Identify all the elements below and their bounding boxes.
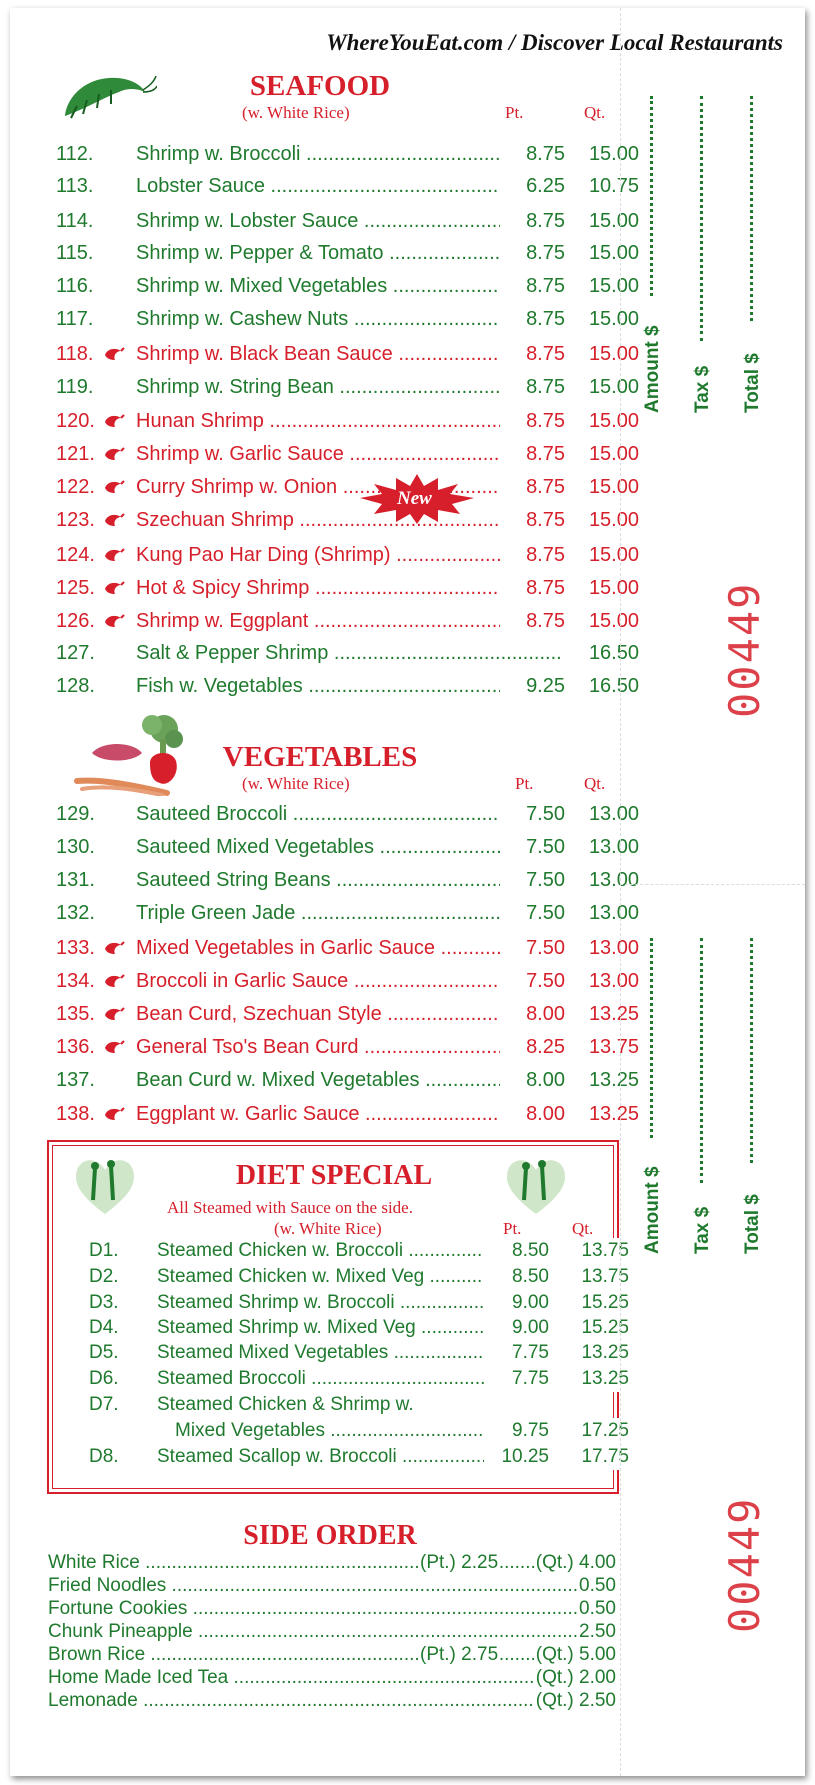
heart-icon — [73, 1156, 137, 1216]
hot-pepper-icon — [103, 1032, 125, 1071]
serial-number-top: 00449 — [720, 581, 769, 718]
item-number: 123. — [56, 509, 95, 531]
item-name: Mixed Vegetables ..... — [175, 1418, 527, 1444]
item-price-pint: 9.75 — [484, 1418, 549, 1444]
item-price-pint: 8.00 — [500, 1065, 565, 1095]
item-price-pint: 7.75 — [484, 1366, 549, 1392]
item-name: Fried Noodles ..... — [48, 1574, 608, 1597]
item-price-pint: 9.00 — [484, 1315, 549, 1341]
item-number: D6. — [89, 1368, 119, 1389]
item-name: Salt & Pepper Shrimp ..... — [136, 638, 590, 668]
item-name: Steamed Shrimp w. Mixed Veg ..... — [157, 1315, 527, 1341]
item-name: Steamed Chicken w. Mixed Veg ..... — [157, 1264, 527, 1290]
hot-pepper-icon — [103, 505, 125, 544]
item-price: (Qt.) 4.00 — [535, 1552, 616, 1573]
side-order-item — [48, 1689, 616, 1712]
vegetables-subtitle: (w. White Rice) — [242, 774, 350, 793]
item-price-pint: (Pt.) 2.75 — [420, 1644, 499, 1665]
item-price-pint: 9.25 — [500, 671, 565, 701]
item-price-quart: 15.25 — [549, 1315, 629, 1341]
item-price-quart: 16.50 — [565, 671, 639, 701]
item-number: 120. — [56, 410, 95, 432]
item-name: Lemonade ..... — [48, 1689, 608, 1712]
item-price-pint: 7.50 — [500, 865, 565, 895]
item-name: Shrimp w. Broccoli ..... — [136, 139, 521, 169]
item-name: Sauteed String Beans ..... — [136, 865, 521, 895]
item-price-pint: 8.75 — [500, 472, 565, 502]
item-price-pint: 7.50 — [500, 799, 565, 829]
item-price-quart: 13.25 — [565, 1065, 639, 1095]
item-price-pint: 8.50 — [484, 1264, 549, 1290]
item-name: Home Made Iced Tea ..... — [48, 1666, 608, 1689]
item-number: 134. — [56, 970, 95, 992]
item-name: Shrimp w. Mixed Vegetables ..... — [136, 271, 521, 301]
item-name: General Tso's Bean Curd ..... — [136, 1032, 521, 1062]
item-name: White Rice ..... — [48, 1551, 608, 1574]
item-name: Fortune Cookies ..... — [48, 1597, 608, 1620]
item-price-quart: 13.00 — [565, 933, 639, 963]
tax-label-bottom: Tax $ — [692, 1206, 713, 1254]
item-price-pint: 8.75 — [500, 304, 565, 334]
item-number: 121. — [56, 443, 95, 465]
item-name: Steamed Scallop w. Broccoli ..... — [157, 1444, 527, 1470]
vegetables-qt-header: Qt. — [584, 774, 606, 793]
item-price: (Qt.) 5.00 — [535, 1644, 616, 1665]
item-number: D1. — [89, 1240, 119, 1261]
amount-dots-top — [650, 96, 653, 296]
diet-subtitle: (w. White Rice) — [274, 1219, 382, 1238]
item-price-quart: 13.25 — [549, 1366, 629, 1392]
item-price-quart: 15.00 — [565, 304, 639, 334]
amount-dots-bottom — [650, 938, 653, 1138]
item-name: Triple Green Jade ..... — [136, 898, 521, 928]
item-number: 124. — [56, 544, 95, 566]
item-price: 2.50 — [579, 1621, 616, 1642]
item-name: Steamed Broccoli ..... — [157, 1366, 527, 1392]
hot-pepper-icon — [103, 1099, 125, 1138]
item-name: Steamed Mixed Vegetables ..... — [157, 1340, 527, 1366]
item-price-quart: 15.00 — [565, 540, 639, 570]
item-name: Szechuan Shrimp ..... — [136, 505, 521, 535]
item-number: D7. — [89, 1394, 119, 1415]
item-price-pint: 8.75 — [500, 505, 565, 535]
item-price-quart: 15.00 — [565, 271, 639, 301]
item-price-pint: 8.00 — [500, 999, 565, 1029]
item-price-pint: 7.75 — [484, 1340, 549, 1366]
item-name: Shrimp w. Pepper & Tomato ..... — [136, 238, 521, 268]
item-price-pint: 8.75 — [500, 206, 565, 236]
item-price-pint: 8.75 — [500, 139, 565, 169]
item-price-quart: 10.75 — [565, 171, 639, 201]
seafood-subtitle: (w. White Rice) — [242, 103, 350, 122]
item-number: 135. — [56, 1003, 95, 1025]
side-order-item — [48, 1643, 616, 1666]
item-name: Hot & Spicy Shrimp ..... — [136, 573, 521, 603]
diet-special-box — [47, 1140, 629, 1494]
item-price-pint: 6.25 — [500, 171, 565, 201]
item-price-quart: 15.00 — [565, 573, 639, 603]
total-label-top: Total $ — [742, 353, 763, 413]
side-order-item — [48, 1574, 616, 1597]
item-price-quart: 13.25 — [565, 1099, 639, 1129]
seafood-title: SEAFOOD — [249, 70, 391, 102]
item-number: 127. — [56, 642, 95, 664]
item-price-pint: 8.75 — [500, 238, 565, 268]
item-price-pint: 7.50 — [500, 898, 565, 928]
item-price-quart: 15.00 — [565, 139, 639, 169]
diet-note: All Steamed with Sauce on the side. — [167, 1198, 413, 1217]
item-price-pint: 8.75 — [500, 606, 565, 636]
item-name: Hunan Shrimp ..... — [136, 406, 521, 436]
item-price-quart: 15.00 — [565, 505, 639, 535]
item-price-pint: 8.25 — [500, 1032, 565, 1062]
total-label-bottom: Total $ — [742, 1194, 763, 1254]
new-badge-label: New — [397, 488, 432, 509]
item-price-quart: 13.00 — [565, 799, 639, 829]
item-price-quart: 13.00 — [565, 966, 639, 996]
item-price-quart: 15.00 — [565, 406, 639, 436]
item-price-pint: 8.50 — [484, 1238, 549, 1264]
item-number: 117. — [56, 308, 94, 330]
item-number: 118. — [56, 343, 94, 365]
item-number: 114. — [56, 210, 94, 232]
item-price-pint: 8.75 — [500, 540, 565, 570]
diet-pt-header: Pt. — [503, 1219, 522, 1238]
item-number: D5. — [89, 1342, 119, 1363]
item-name: Steamed Chicken & Shrimp w. — [157, 1394, 414, 1415]
tax-dots-bottom — [700, 938, 703, 1183]
total-dots-bottom — [750, 938, 753, 1163]
side-order-item — [48, 1551, 616, 1574]
item-number: 115. — [56, 242, 94, 264]
item-number: 119. — [56, 376, 94, 398]
item-price-quart: 15.00 — [565, 238, 639, 268]
item-name: Sauteed Broccoli ..... — [136, 799, 521, 829]
item-number: 131. — [56, 869, 95, 891]
item-price: (Qt.) 2.00 — [535, 1667, 616, 1688]
item-number: 129. — [56, 803, 95, 825]
item-number: 116. — [56, 275, 94, 297]
item-price-quart: 15.00 — [565, 439, 639, 469]
vegetables-title: VEGETABLES — [222, 741, 418, 773]
item-name: Kung Pao Har Ding (Shrimp) ..... — [136, 540, 521, 570]
seafood-qt-header: Qt. — [584, 103, 606, 122]
item-number: D8. — [89, 1446, 119, 1467]
item-number: 122. — [56, 476, 95, 498]
side-order-title: SIDE ORDER — [243, 1520, 417, 1551]
item-number: 130. — [56, 836, 95, 858]
item-name: Shrimp w. Cashew Nuts ..... — [136, 304, 521, 334]
item-price-quart: 13.25 — [549, 1340, 629, 1366]
item-name: Broccoli in Garlic Sauce ..... — [136, 966, 521, 996]
item-name: Bean Curd w. Mixed Vegetables ..... — [136, 1065, 521, 1095]
item-price-pint: 8.75 — [500, 372, 565, 402]
item-number: 136. — [56, 1036, 95, 1058]
perforation-line — [620, 8, 621, 1776]
new-badge — [360, 474, 475, 524]
item-price-quart: 15.00 — [565, 472, 639, 502]
heart-icon — [504, 1156, 568, 1216]
item-price-pint: 7.50 — [500, 966, 565, 996]
item-price-quart: 17.75 — [549, 1444, 629, 1470]
hot-pepper-icon — [103, 339, 125, 378]
vegetables-icon — [72, 711, 192, 796]
item-number: 138. — [56, 1103, 95, 1125]
item-name: Shrimp w. Black Bean Sauce ..... — [136, 339, 521, 369]
item-name: Eggplant w. Garlic Sauce ..... — [136, 1099, 521, 1129]
item-name: Steamed Chicken w. Broccoli ..... — [157, 1238, 527, 1264]
diet-qt-header: Qt. — [572, 1219, 594, 1238]
item-price-quart: 13.00 — [565, 865, 639, 895]
serial-number-bottom: 00449 — [720, 1496, 769, 1633]
item-number: 125. — [56, 577, 95, 599]
item-number: 128. — [56, 675, 95, 697]
item-price-pint: 10.25 — [484, 1444, 549, 1470]
item-price-quart: 16.50 — [560, 638, 639, 668]
total-dots-top — [750, 96, 753, 321]
item-price: 0.50 — [579, 1598, 616, 1619]
item-number: 126. — [56, 610, 95, 632]
item-price-pint: 8.75 — [500, 271, 565, 301]
item-price-pint: 7.50 — [500, 832, 565, 862]
item-number: 113. — [56, 175, 94, 197]
vegetables-pt-header: Pt. — [515, 774, 534, 793]
item-name: Shrimp w. String Bean ..... — [136, 372, 521, 402]
item-number: 133. — [56, 937, 95, 959]
tax-dots-top — [700, 96, 703, 341]
item-price: 0.50 — [579, 1575, 616, 1596]
hot-pepper-icon — [103, 606, 125, 645]
item-number: 132. — [56, 902, 95, 924]
amount-label-top: Amount $ — [642, 325, 663, 413]
item-name: Chunk Pineapple ..... — [48, 1620, 608, 1643]
item-price-pint: 8.00 — [500, 1099, 565, 1129]
item-name: Brown Rice ..... — [48, 1643, 608, 1666]
item-price-pint: 9.00 — [484, 1290, 549, 1316]
side-order-item — [48, 1620, 616, 1643]
item-price-quart: 15.00 — [565, 206, 639, 236]
item-number: D3. — [89, 1292, 119, 1313]
item-price-pint: 8.75 — [500, 339, 565, 369]
item-name: Lobster Sauce ..... — [136, 171, 521, 201]
item-name: Mixed Vegetables in Garlic Sauce ..... — [136, 933, 521, 963]
amount-label-bottom: Amount $ — [642, 1166, 663, 1254]
item-price-pint: 8.75 — [500, 573, 565, 603]
item-name: Sauteed Mixed Vegetables ..... — [136, 832, 521, 862]
item-price: (Qt.) 2.50 — [535, 1690, 616, 1711]
item-number: D2. — [89, 1266, 119, 1287]
seafood-pt-header: Pt. — [505, 103, 524, 122]
item-name: Shrimp w. Eggplant ..... — [136, 606, 521, 636]
item-name: Shrimp w. Garlic Sauce ..... — [136, 439, 521, 469]
item-name: Fish w. Vegetables ..... — [136, 671, 521, 701]
perforation-line — [620, 884, 805, 885]
tax-label-top: Tax $ — [692, 365, 713, 413]
item-name: Bean Curd, Szechuan Style ..... — [136, 999, 521, 1029]
item-number: 137. — [56, 1069, 95, 1091]
shrimp-icon — [57, 66, 157, 124]
menu-page — [10, 8, 805, 1776]
item-price-quart: 13.25 — [565, 999, 639, 1029]
item-price-quart: 13.75 — [549, 1238, 629, 1264]
side-order-item — [48, 1666, 616, 1689]
item-name: Shrimp w. Lobster Sauce ..... — [136, 206, 521, 236]
item-price-quart: 15.25 — [549, 1290, 629, 1316]
item-price-pint: 8.75 — [500, 439, 565, 469]
item-price-quart: 15.00 — [565, 339, 639, 369]
watermark: WhereYouEat.com / Discover Local Restaurants — [326, 30, 783, 55]
item-price-quart: 13.75 — [549, 1264, 629, 1290]
item-price-quart: 13.00 — [565, 832, 639, 862]
item-price-pint: (Pt.) 2.25 — [420, 1552, 499, 1573]
item-name: Curry Shrimp w. Onion ..... — [136, 472, 521, 502]
item-price-quart: 15.00 — [565, 606, 639, 636]
item-name: Steamed Shrimp w. Broccoli ..... — [157, 1290, 527, 1316]
item-price-quart: 17.25 — [549, 1418, 629, 1444]
diet-title: DIET SPECIAL — [235, 1160, 433, 1191]
item-price-quart: 15.00 — [565, 372, 639, 402]
item-price-pint: 7.50 — [500, 933, 565, 963]
side-order-item — [48, 1597, 616, 1620]
item-number: D4. — [89, 1317, 119, 1338]
item-price-quart: 13.75 — [565, 1032, 639, 1062]
item-number: 112. — [56, 143, 94, 165]
item-price-pint: 8.75 — [500, 406, 565, 436]
item-price-quart: 13.00 — [565, 898, 639, 928]
